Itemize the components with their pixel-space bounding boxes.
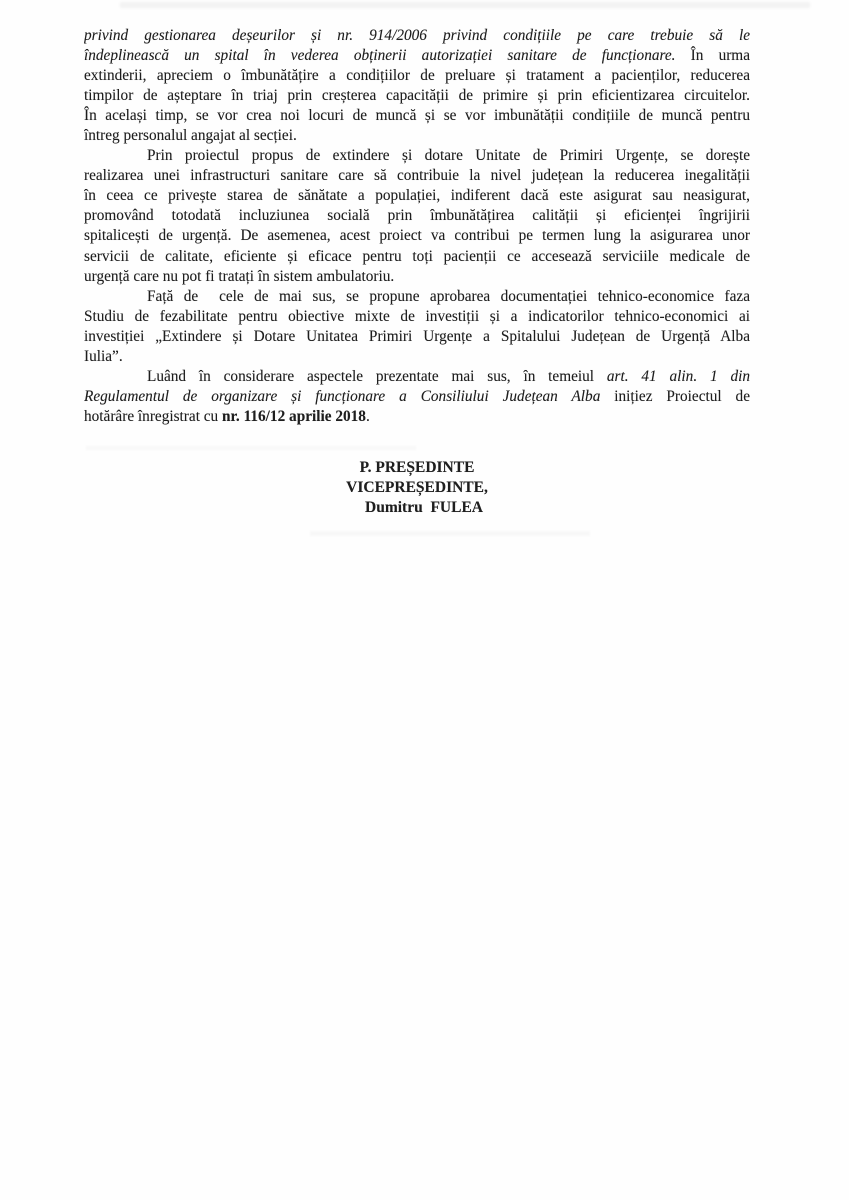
text-line — [84, 327, 750, 347]
text-run-regular: întreg personalul angajat al secției. — [84, 127, 297, 145]
text-run-regular: în ceea ce privește starea de sănătate a populației, indiferent dacă este asigurat sau neasigurat, — [84, 187, 750, 205]
text-line — [84, 106, 750, 126]
text-run-bold: nr. 116/12 aprilie 2018 — [222, 407, 366, 425]
scan-artifact — [86, 446, 416, 450]
text-run-regular: investiției „Extindere și Dotare Unitatea Primiri Urgențe a Spitalului Județean de Urgență Alba — [84, 327, 750, 345]
text-block — [84, 26, 750, 427]
text-line — [84, 166, 750, 186]
text-run-regular: Prin proiectul propus de extindere și dotare Unitate de Primiri Urgențe, se dorește — [147, 147, 750, 165]
text-run-regular: inițiez Proiectul de — [600, 387, 750, 405]
text-line — [84, 287, 750, 307]
text-run-regular: . — [365, 407, 370, 425]
scan-artifact — [310, 531, 590, 536]
text-line — [84, 26, 750, 46]
text-run-regular: În același timp, se vor crea noi locuri de muncă și se vor imbunătății condițiile de muncă pentru — [84, 107, 750, 125]
signature-title: P. PREȘEDINTE — [359, 459, 475, 476]
text-line — [84, 367, 750, 387]
text-run-regular: Iulia”. — [84, 347, 123, 365]
text-line — [84, 186, 750, 206]
text-line — [84, 86, 750, 106]
text-run-italic: Regulamentul de organizare și funcționare a Consiliului Județean Alba — [84, 387, 601, 405]
text-line — [84, 46, 750, 66]
text-run-regular: timpilor de așteptare în triaj prin creșterea capacității de primire și prin eficientizarea circuitelor. — [84, 87, 750, 105]
text-line — [84, 66, 750, 86]
text-run-regular: urgență care nu pot fi tratați în sistem ambulatoriu. — [84, 267, 395, 285]
text-line — [84, 226, 750, 246]
signature-block — [84, 458, 750, 518]
text-run-italic: privind gestionarea deșeurilor și nr. 914/2006 privind condițiile pe care trebuie să le — [84, 27, 750, 44]
text-run-regular: În urma — [675, 47, 750, 65]
text-run-regular: Luând în considerare aspectele prezentate mai sus, în temeiul — [147, 367, 607, 385]
paragraph-proposal — [84, 287, 750, 367]
text-run-regular: spitalicești de urgență. De asemenea, acest proiect va contribui pe termen lung la asigurarea unor — [84, 227, 750, 245]
text-run-regular: extinderii, apreciem o îmbunătățire a condițiilor de preluare și tratament a pacienților, reducerea — [84, 67, 750, 85]
text-run-regular: Studiu de fezabilitate pentru obiective mixte de investiții și a indicatorilor tehnico-economici ai — [84, 307, 750, 325]
paragraph-legal-basis — [84, 367, 750, 427]
text-line — [84, 307, 750, 327]
text-run-regular: realizarea unei infrastructuri sanitare care să contribuie la nivel județean la reducerea inegalității — [84, 167, 750, 185]
signature-role: VICEPREȘEDINTE, — [346, 479, 488, 497]
text-line — [84, 267, 750, 287]
signature-name: Dumitru FULEA — [365, 499, 483, 517]
scan-artifact — [120, 2, 810, 8]
paragraph-project-purpose — [84, 146, 750, 286]
text-run-regular: Față de cele de mai sus, se propune aprobarea documentației tehnico-economice faza — [147, 287, 750, 305]
text-run-regular: hotărâre înregistrat cu — [84, 407, 223, 425]
text-line — [84, 206, 750, 226]
text-run-regular: servicii de calitate, eficiente și eficace pentru toți pacienții ce accesează serviciile medicale de — [84, 247, 750, 265]
paragraph-continuation — [84, 26, 750, 146]
text-line — [84, 146, 750, 166]
text-line — [84, 407, 750, 427]
text-run-italic: art. 41 alin. 1 din — [606, 367, 750, 385]
text-run-italic: îndeplinească un spital în vederea obținerii autorizației sanitare de funcționare. — [84, 47, 676, 65]
text-run-regular: promovând totodată incluziunea socială prin îmbunătățirea calității și eficienței îngrijirii — [84, 207, 750, 225]
text-line — [84, 387, 750, 407]
text-line — [84, 247, 750, 267]
text-line — [84, 126, 750, 146]
text-line — [84, 347, 750, 367]
